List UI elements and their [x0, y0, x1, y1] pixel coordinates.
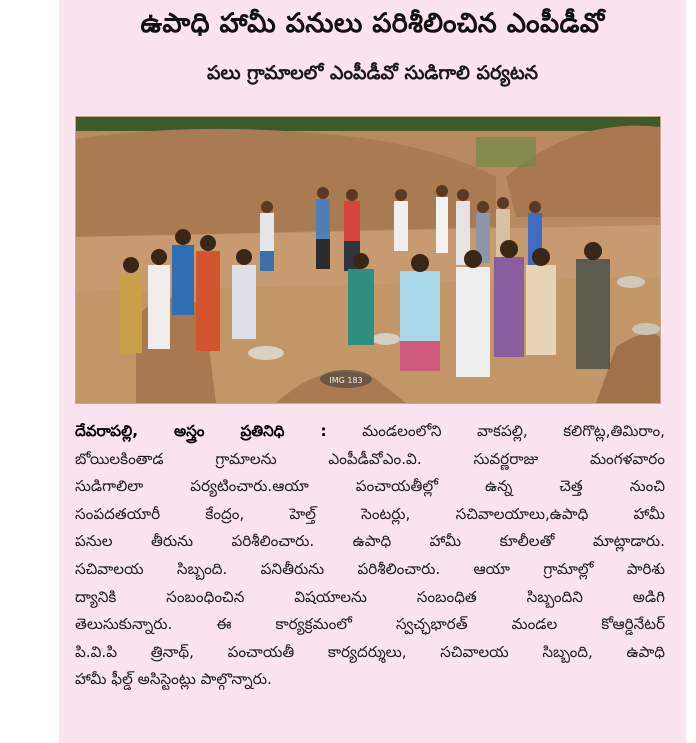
photo-trees [76, 117, 660, 131]
subheadline: పలు గ్రామాలలో ఎంపీడీవో సుడిగాలి పర్యటన [207, 62, 538, 84]
body-line: సుడిగాలిలా పర్యటించారు.ఆయా పంచాయతీల్లో ఉన్న చెత్త నుంచి [75, 477, 665, 496]
dateline: దేవరాపల్లి, అస్త్రం ప్రతినిధి : [75, 422, 327, 440]
newspaper-clipping [59, 0, 686, 743]
body-line: బోయిలకింతాడ గ్రామాలను ఎంపీడీవోఎం.వి. సువర్ణరాజు మంగళవారం [75, 449, 665, 468]
body-line: ద్యానికి సంబంధించిన విషయాలను సంబంధిత సిబ్బందిని అడిగి [75, 587, 665, 606]
photo-grass [476, 137, 536, 167]
body-line: సచివాలయ సిబ్బంది. పనితీరును పరిశీలించారు. ఆయా గ్రామాల్లో పారిశు [75, 559, 665, 578]
body-line: పనుల తీరును పరిశీలించారు. ఉపాధి హామీ కూలీలతో మాట్లాడారు. [75, 532, 665, 551]
headline: ఉపాధి హామీ పనులు పరిశీలించిన ఎంపీడీవో [140, 8, 605, 39]
news-photo [75, 116, 661, 404]
body-line: తెలుసుకున్నారు. ఈ కార్యక్రమంలో స్వచ్ఛభారత్ మండల కోఆర్డినేటర్ [75, 615, 665, 634]
article-body [75, 418, 665, 694]
body-line: హామీ ఫీల్డ్ అసిస్టెంట్లు పాల్గొన్నారు. [75, 670, 272, 689]
body-line: దేవరాపల్లి, అస్త్రం ప్రతినిధి : మండలంలోని వాకపల్లి, కలిగొట్ల,తిమిరాం, [75, 422, 665, 440]
body-line: పి.వి.పి త్రినాథ్, పంచాయతీ కార్యదర్శులు, సచివాలయ సిబ్బంది, ఉపాధి [75, 642, 665, 661]
photo-watermark: IMG 183 [329, 376, 363, 385]
photo-bowl [248, 346, 284, 360]
body-line: సంపదతయారీ కేంద్రం, హెల్త్ సెంటర్లు, సచివాలయాలు,ఉపాధి హామీ [75, 504, 665, 523]
